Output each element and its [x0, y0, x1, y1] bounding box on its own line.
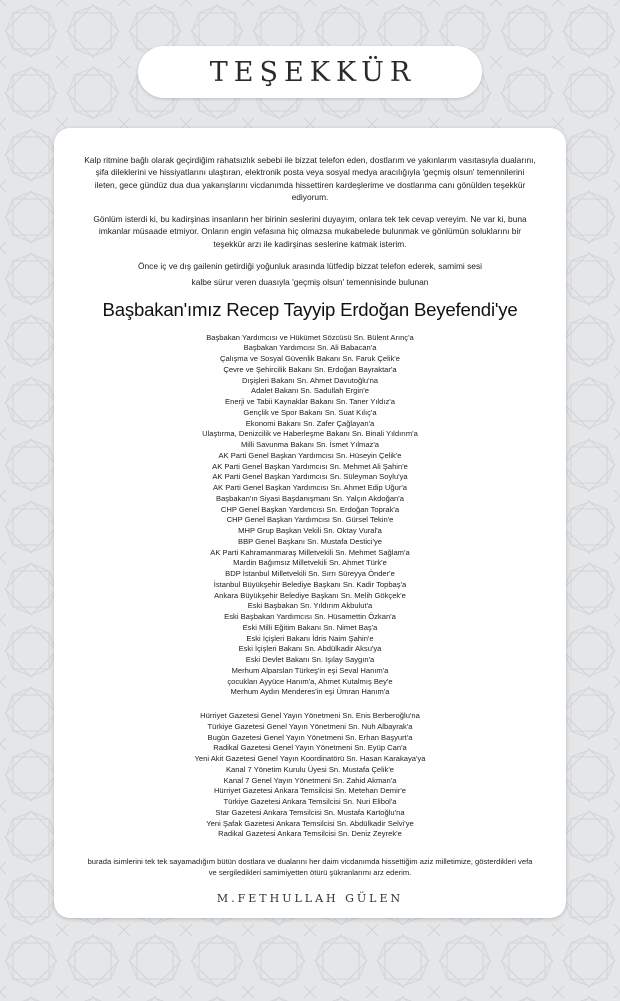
headline: Başbakan'ımız Recep Tayyip Erdoğan Beyefendi'ye — [102, 298, 518, 320]
press-name-line: Bugün Gazetesi Genel Yayın Yönetmeni Sn. Erhan Başyurt'a — [207, 732, 413, 742]
official-name-line: Başbakan Yardımcısı Sn. Ali Babacan'a — [243, 343, 377, 353]
official-name-line: AK Parti Genel Başkan Yardımcısı Sn. Süleyman Soylu'ya — [212, 472, 408, 482]
official-name-line: Ekonomi Bakanı Sn. Zafer Çağlayan'a — [245, 418, 375, 428]
third-paragraph-line-1: Önce iç ve dış gailenin getirdiği yoğunluk arasında lütfedip bizzat telefon ederek, samimi sesi — [137, 261, 483, 272]
official-name-line: Eski Devlet Bakanı Sn. Işılay Saygın'a — [245, 655, 375, 665]
official-name-line: İstanbul Büyükşehir Belediye Başkanı Sn. Kadir Topbaş'a — [213, 579, 407, 589]
press-name-line: Radikal Gazetesi Ankara Temsilcisi Sn. Deniz Zeyrek'e — [218, 829, 402, 839]
official-name-line: Milli Savunma Bakanı Sn. İsmet Yılmaz'a — [240, 440, 380, 450]
official-name-line: Eski Başbakan Sn. Yıldırım Akbulut'a — [247, 601, 373, 611]
official-name-line: Mardin Bağımsız Milletvekili Sn. Ahmet Türk'e — [233, 558, 387, 568]
official-name-line: Merhum Alparslan Türkeş'in eşi Seval Hanım'a — [231, 665, 389, 675]
press-name-line: Hürriyet Gazetesi Genel Yayın Yönetmeni Sn. Enis Berberoğlu'na — [200, 711, 420, 721]
official-name-line: Gençlik ve Spor Bakanı Sn. Suat Kılıç'a — [243, 407, 377, 417]
intro-paragraph: Kalp ritmine bağlı olarak geçirdiğim rahatsızlık sebebi ile bizzat telefon eden, dostlarım ve yakınlarım vasıtasıyla dualarını, şifa dileklerini ve hissiyatlarını ulaştıran, elektronik posta veya sosyal medya aracılığıyla 'geçmiş olsun' temennilerini ileten, gece gündüz dua dua yakarışlarını vicdanımda hissettiren kardeşlerime ve dostlarıma canı gönülden teşekkür ediyorum. — [84, 155, 536, 202]
page-title: TEŞEKKÜR — [209, 56, 417, 88]
press-name-line: Yeni Şafak Gazetesi Ankara Temsilcisi Sn. Abdülkadir Selvi'ye — [206, 818, 414, 828]
official-name-line: CHP Genel Başkan Yardımcısı Sn. Erdoğan Toprak'a — [220, 504, 400, 514]
official-name-line: Çalışma ve Sosyal Güvenlik Bakanı Sn. Faruk Çelik'e — [220, 354, 400, 364]
press-name-line: Kanal 7 Genel Yayın Yönetmeni Sn. Zahid Akman'a — [223, 775, 397, 785]
official-name-line: Merhum Aydın Menderes'in eşi Ümran Hanım'a — [230, 687, 390, 697]
signature: M.FETHULLAH GÜLEN — [216, 892, 404, 906]
official-name-line: MHP Grup Başkan Vekili Sn. Oktay Vural'a — [238, 526, 382, 536]
press-name-line: Türkiye Gazetesi Ankara Temsilcisi Sn. Nuri Elibol'a — [223, 797, 397, 807]
official-name-line: Çevre ve Şehircilik Bakanı Sn. Erdoğan Bayraktar'a — [223, 364, 397, 374]
official-name-line: Eski Milli Eğitim Bakanı Sn. Nimet Baş'a — [242, 622, 378, 632]
official-name-line: Ankara Büyükşehir Belediye Başkanı Sn. Melih Gökçek'e — [214, 590, 406, 600]
second-paragraph: Gönlüm isterdi ki, bu kadirşinas insanların her birinin seslerini duyayım, onlara tek tek cevap vereyim. Ne var ki, buna imkanlar müsaade etmiyor. Onların engin vefasına hiç olmazsa mukabelede bulunmak ve gönlümün soluklarını bir teşekkür arzı ile kadirşinas seslerine katmak isterim. — [93, 214, 527, 249]
press-list — [84, 711, 536, 840]
third-paragraph-line-2: kalbe sürur veren duasıyla 'geçmiş olsun' temennisinde bulunan — [191, 277, 429, 288]
official-name-line: Eski İçişleri Bakanı Sn. Abdülkadir Aksu'ya — [238, 644, 382, 654]
official-name-line: Eski Başbakan Yardımcısı Sn. Hüsamettin Özkan'a — [224, 612, 396, 622]
official-name-line: BDP İstanbul Milletvekili Sn. Sırrı Süreyya Önder'e — [225, 569, 395, 579]
official-name-line: Eski İçişleri Bakanı İdris Naim Şahin'e — [246, 633, 374, 643]
official-name-line: Dışişleri Bakanı Sn. Ahmet Davutoğlu'na — [241, 375, 379, 385]
press-name-line: Kanal 7 Yönetim Kurulu Üyesi Sn. Mustafa Çelik'e — [225, 764, 395, 774]
official-name-line: AK Parti Kahramanmaraş Milletvekili Sn. Mehmet Sağlam'a — [210, 547, 410, 557]
official-name-line: çocukları Ayyüce Hanım'a, Ahmet Kutalmış Bey'e — [227, 676, 393, 686]
officials-list — [84, 333, 536, 699]
official-name-line: CHP Genel Başkan Yardımcısı Sn. Gürsel Tekin'e — [226, 515, 394, 525]
official-name-line: BBP Genel Başkanı Sn. Mustafa Destici'ye — [238, 536, 382, 546]
press-name-line: Türkiye Gazetesi Genel Yayın Yönetmeni Sn. Nuh Albayrak'a — [207, 721, 413, 731]
official-name-line: Ulaştırma, Denizcilik ve Haberleşme Bakanı Sn. Binali Yıldırım'a — [202, 429, 418, 439]
press-name-line: Star Gazetesi Ankara Temsilcisi Sn. Mustafa Kartoğlu'na — [215, 807, 405, 817]
content-panel — [54, 128, 566, 918]
closing-paragraph: burada isimlerini tek tek sayamadığım bütün dostlara ve dualarını her daim vicdanımda hissettiğim aziz milletimize, gösterdikleri vefa ve sergiledikleri samimiyetten ötürü şükranlarımı arz ederim. — [87, 857, 533, 878]
letter-body — [54, 154, 566, 905]
press-name-line: Hürriyet Gazetesi Ankara Temsilcisi Sn. Metehan Demir'e — [213, 786, 407, 796]
official-name-line: AK Parti Genel Başkan Yardımcısı Sn. Mehmet Ali Şahin'e — [212, 461, 408, 471]
press-name-line: Radikal Gazetesi Genel Yayın Yönetmeni Sn. Eyüp Can'a — [213, 743, 407, 753]
official-name-line: Adalet Bakanı Sn. Sadullah Ergin'e — [251, 386, 369, 396]
official-name-line: Başbakan Yardımcısı ve Hükümet Sözcüsü Sn. Bülent Arınç'a — [206, 332, 414, 342]
title-plate — [138, 46, 482, 98]
official-name-line: AK Parti Genel Başkan Yardımcısı Sn. Hüseyin Çelik'e — [218, 450, 402, 460]
press-name-line: Yeni Akit Gazetesi Genel Yayın Koordinatörü Sn. Hasan Karakaya'ya — [194, 754, 426, 764]
official-name-line: Başbakan'ın Siyasi Başdanışmanı Sn. Yalçın Akdoğan'a — [216, 493, 404, 503]
official-name-line: AK Parti Genel Başkan Yardımcısı Sn. Ahmet Edip Uğur'a — [212, 483, 408, 493]
official-name-line: Enerji ve Tabii Kaynaklar Bakanı Sn. Taner Yıldız'a — [225, 397, 395, 407]
